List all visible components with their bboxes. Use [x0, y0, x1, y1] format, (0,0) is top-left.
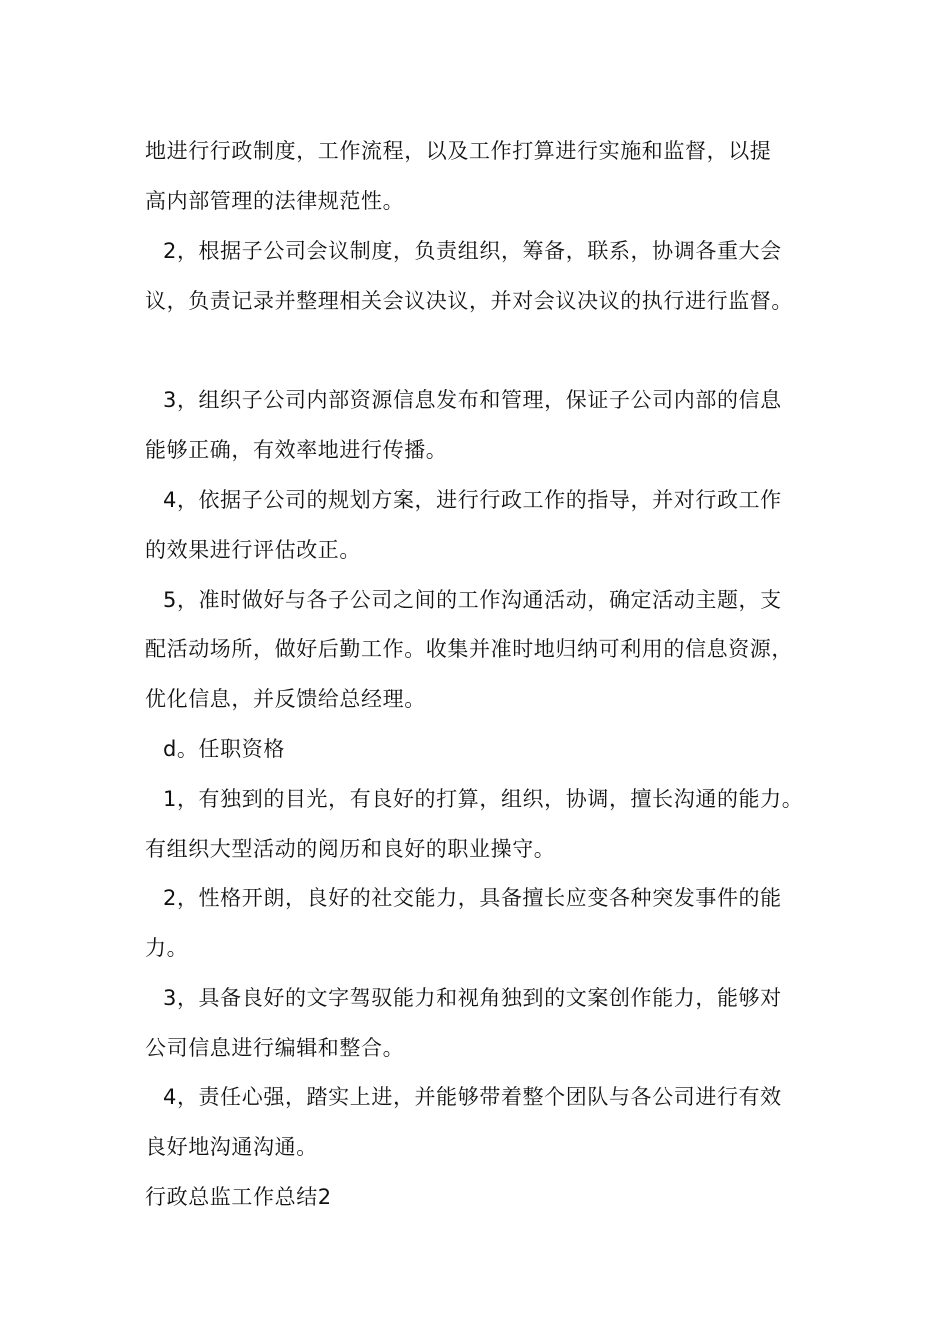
paragraph-line: 能够正确，有效率地进行传播。 [145, 438, 448, 462]
paragraph-line: 高内部管理的法律规范性。 [145, 189, 405, 213]
list-item-line: 5，准时做好与各子公司之间的工作沟通活动，确定活动主题，支 [163, 588, 782, 612]
paragraph-line: 良好地沟通沟通。 [145, 1135, 318, 1159]
paragraph-line: 有组织大型活动的阅历和良好的职业操守。 [145, 837, 556, 861]
paragraph-line: 的效果进行评估改正。 [145, 538, 361, 562]
document-title: 行政总监工作总结2 [145, 1185, 332, 1209]
list-item-line: 1，有独到的目光，有良好的打算，组织，协调，擅长沟通的能力。 [163, 787, 804, 811]
section-heading: d。任职资格 [163, 737, 285, 761]
list-item-line: 2，性格开朗，良好的社交能力，具备擅长应变各种突发事件的能 [163, 886, 782, 910]
paragraph-line: 配活动场所，做好后勤工作。收集并准时地归纳可利用的信息资源， [145, 637, 793, 661]
paragraph-line: 议，负责记录并整理相关会议决议，并对会议决议的执行进行监督。 [145, 289, 793, 313]
list-item-line: 4，责任心强，踏实上进，并能够带着整个团队与各公司进行有效 [163, 1085, 782, 1109]
list-item-line: 2，根据子公司会议制度，负责组织，筹备，联系，协调各重大会 [163, 239, 782, 263]
paragraph-line: 力。 [145, 936, 189, 960]
list-item-line: 4，依据子公司的规划方案，进行行政工作的指导，并对行政工作 [163, 488, 782, 512]
list-item-line: 3，组织子公司内部资源信息发布和管理，保证子公司内部的信息 [163, 388, 782, 412]
paragraph-line: 地进行行政制度，工作流程，以及工作打算进行实施和监督，以提 [145, 139, 772, 163]
paragraph-line: 公司信息进行编辑和整合。 [145, 1036, 405, 1060]
paragraph-line: 优化信息，并反馈给总经理。 [145, 687, 426, 711]
list-item-line: 3，具备良好的文字驾驭能力和视角独到的文案创作能力，能够对 [163, 986, 782, 1010]
